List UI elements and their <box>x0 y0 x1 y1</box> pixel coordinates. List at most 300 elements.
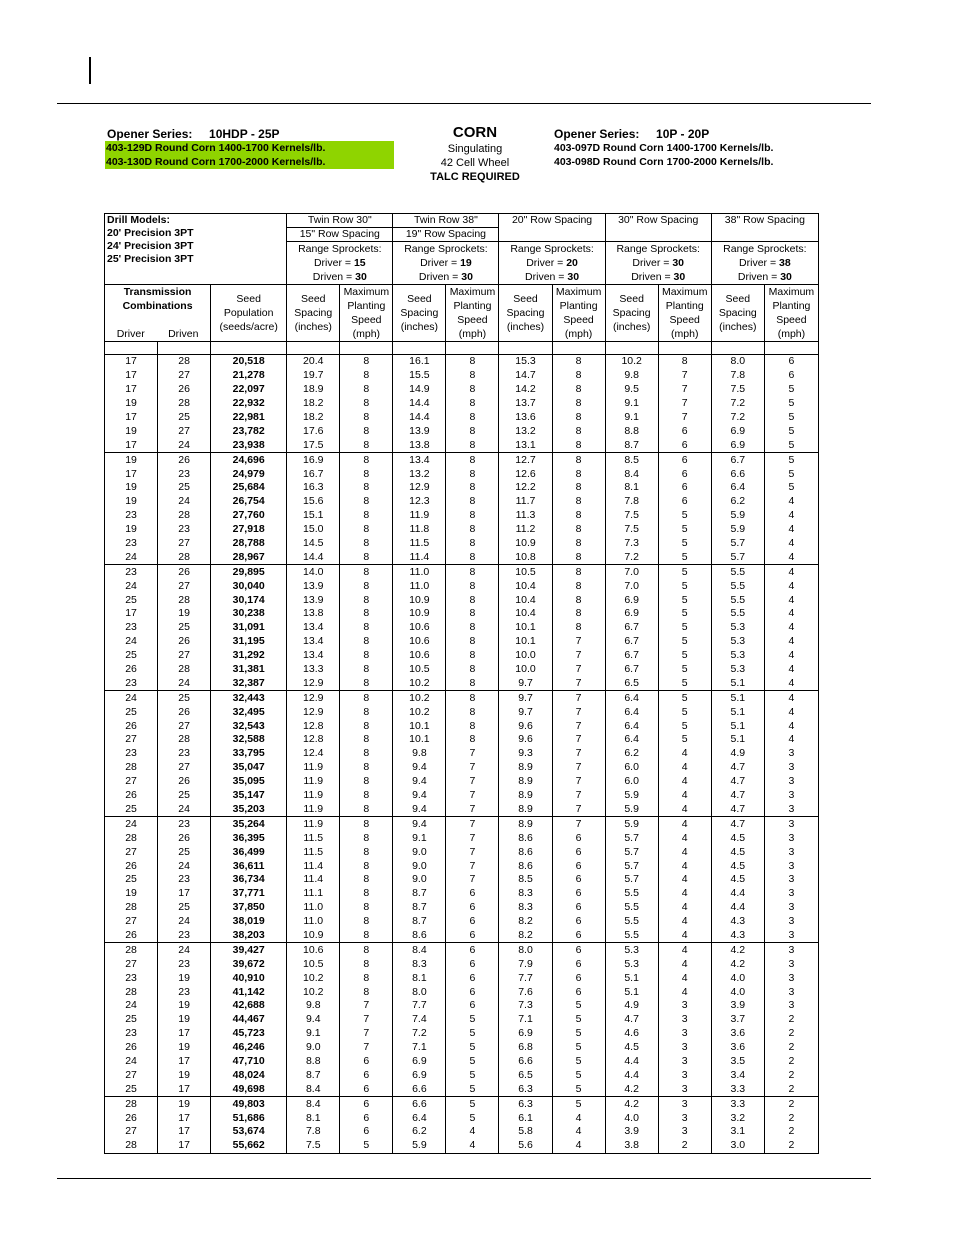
table-cell: 11.8 <box>393 523 446 537</box>
crop-title: CORN <box>452 124 498 141</box>
table-cell: 5 <box>764 424 818 438</box>
table-cell: 3.4 <box>711 1068 764 1082</box>
table-cell: 3 <box>764 789 818 803</box>
table-cell: 15.0 <box>287 523 340 537</box>
table-cell: 5 <box>658 663 711 677</box>
table-cell: 8 <box>340 565 393 579</box>
table-cell: 8.4 <box>605 467 658 481</box>
table-row <box>105 915 819 929</box>
table-cell: 6.4 <box>711 481 764 495</box>
table-row <box>105 1041 819 1055</box>
table-cell: 8 <box>340 438 393 452</box>
table-cell: 12.6 <box>499 467 552 481</box>
table-cell: 8 <box>552 481 605 495</box>
table-cell: 5 <box>658 607 711 621</box>
table-cell: 7 <box>340 1027 393 1041</box>
table-row <box>105 873 819 887</box>
table-cell: 2 <box>764 1055 818 1069</box>
group-subtitle: 19" Row Spacing <box>393 228 499 242</box>
table-cell: 6.9 <box>393 1055 446 1069</box>
table-cell: 5 <box>552 1027 605 1041</box>
table-cell: 3 <box>658 1082 711 1096</box>
table-cell: 31,292 <box>211 649 287 663</box>
table-cell: 7 <box>552 733 605 747</box>
table-cell: 3 <box>658 1055 711 1069</box>
table-cell: 3 <box>764 943 818 957</box>
table-cell: 12.4 <box>287 747 340 761</box>
seed-population-header: Seed Population (seeds/acre) <box>211 285 287 342</box>
table-cell: 23 <box>105 537 158 551</box>
table-cell: 19 <box>158 1068 211 1082</box>
table-cell: 9.5 <box>605 383 658 397</box>
table-cell: 36,611 <box>211 859 287 873</box>
top-rule <box>57 103 871 104</box>
table-cell: 6 <box>340 1111 393 1125</box>
table-cell: 23 <box>158 817 211 831</box>
table-cell: 26 <box>105 719 158 733</box>
table-cell: 4.7 <box>711 775 764 789</box>
max-speed-header: Maximum Planting Speed (mph) <box>764 285 818 342</box>
table-cell: 8 <box>446 355 499 369</box>
table-cell: 17 <box>105 383 158 397</box>
table-cell: 10.6 <box>393 649 446 663</box>
table-cell: 19 <box>158 1041 211 1055</box>
table-cell: 6.7 <box>711 453 764 467</box>
table-cell: 7.7 <box>499 971 552 985</box>
table-cell: 28 <box>158 509 211 523</box>
table-cell: 23 <box>158 523 211 537</box>
table-cell: 31,195 <box>211 635 287 649</box>
table-cell: 15.3 <box>499 355 552 369</box>
table-cell: 23 <box>105 1027 158 1041</box>
table-cell: 8.8 <box>287 1055 340 1069</box>
table-cell: 24 <box>105 550 158 564</box>
drill-model-3: 25' Precision 3PT <box>107 253 194 265</box>
table-cell: 8.1 <box>287 1111 340 1125</box>
table-cell: 8.7 <box>393 887 446 901</box>
table-cell: 8 <box>340 676 393 690</box>
table-cell: 32,387 <box>211 676 287 690</box>
table-cell: 9.1 <box>605 397 658 411</box>
table-cell: 5.1 <box>711 691 764 705</box>
left-series-value: 10HDP - 25P <box>209 127 280 141</box>
table-cell: 9.0 <box>287 1041 340 1055</box>
table-cell: 8.8 <box>605 424 658 438</box>
table-cell: 4.4 <box>711 901 764 915</box>
table-cell: 6.8 <box>499 1041 552 1055</box>
table-cell: 14.9 <box>393 383 446 397</box>
table-cell: 9.6 <box>499 733 552 747</box>
table-cell: 6 <box>552 845 605 859</box>
table-cell: 41,142 <box>211 985 287 999</box>
table-cell: 28 <box>158 355 211 369</box>
table-cell: 19 <box>105 481 158 495</box>
table-cell: 8.5 <box>499 873 552 887</box>
table-cell: 4 <box>764 495 818 509</box>
table-cell: 7.8 <box>605 495 658 509</box>
drill-model-2: 24' Precision 3PT <box>107 240 194 252</box>
table-cell: 11.0 <box>287 901 340 915</box>
table-cell: 23 <box>158 873 211 887</box>
table-cell: 25 <box>158 901 211 915</box>
table-cell: 7 <box>446 873 499 887</box>
table-cell: 6.1 <box>499 1111 552 1125</box>
table-cell: 35,264 <box>211 817 287 831</box>
table-cell: 6.4 <box>605 719 658 733</box>
table-row <box>105 495 819 509</box>
table-cell: 7 <box>446 761 499 775</box>
left-opener-header <box>105 127 394 169</box>
table-cell: 3 <box>658 1111 711 1125</box>
table-cell: 6.4 <box>605 691 658 705</box>
table-cell: 4 <box>658 859 711 873</box>
table-cell: 5.1 <box>605 985 658 999</box>
table-cell: 24,696 <box>211 453 287 467</box>
table-cell: 11.4 <box>393 550 446 564</box>
table-cell: 4 <box>764 523 818 537</box>
table-cell: 19 <box>105 887 158 901</box>
table-cell: 6.6 <box>393 1097 446 1111</box>
table-cell: 8 <box>552 467 605 481</box>
table-cell: 4.5 <box>605 1041 658 1055</box>
table-cell: 3.0 <box>711 1139 764 1153</box>
table-cell: 8.4 <box>287 1097 340 1111</box>
table-cell: 5.5 <box>605 887 658 901</box>
table-cell: 7 <box>446 789 499 803</box>
table-cell: 8 <box>340 943 393 957</box>
table-cell: 13.7 <box>499 397 552 411</box>
table-cell: 5 <box>658 676 711 690</box>
table-cell: 9.4 <box>393 817 446 831</box>
table-cell: 8.1 <box>393 971 446 985</box>
table-cell: 6.3 <box>499 1097 552 1111</box>
table-cell: 7 <box>446 831 499 845</box>
table-cell: 17.6 <box>287 424 340 438</box>
table-cell: 8 <box>446 523 499 537</box>
table-cell: 8.3 <box>499 887 552 901</box>
table-cell: 2 <box>764 1139 818 1153</box>
group-title: 38" Row Spacing <box>711 214 818 242</box>
table-cell: 8.7 <box>287 1068 340 1082</box>
table-cell: 3.5 <box>711 1055 764 1069</box>
table-cell: 8 <box>446 663 499 677</box>
table-row <box>105 663 819 677</box>
table-cell: 5.5 <box>605 929 658 943</box>
table-cell: 35,047 <box>211 761 287 775</box>
table-cell: 14.4 <box>393 411 446 425</box>
table-cell: 3 <box>658 1125 711 1139</box>
table-cell: 7 <box>552 649 605 663</box>
table-cell: 7 <box>552 691 605 705</box>
table-cell: 7 <box>552 663 605 677</box>
table-cell: 8 <box>552 565 605 579</box>
table-cell: 3.1 <box>711 1125 764 1139</box>
table-cell: 4 <box>658 775 711 789</box>
table-cell: 24 <box>158 943 211 957</box>
table-cell: 8 <box>340 901 393 915</box>
seed-spacing-header: Seed Spacing (inches) <box>711 285 764 342</box>
table-cell: 26 <box>105 859 158 873</box>
table-row <box>105 971 819 985</box>
table-cell: 9.1 <box>605 411 658 425</box>
table-cell: 4 <box>552 1125 605 1139</box>
table-cell: 10.2 <box>287 985 340 999</box>
table-cell: 8 <box>340 733 393 747</box>
table-cell: 4 <box>764 705 818 719</box>
table-cell: 12.3 <box>393 495 446 509</box>
table-cell: 35,147 <box>211 789 287 803</box>
table-cell: 6 <box>552 971 605 985</box>
table-row <box>105 957 819 971</box>
table-cell: 38,203 <box>211 929 287 943</box>
table-cell: 11.9 <box>287 817 340 831</box>
table-cell: 5.9 <box>393 1139 446 1153</box>
table-cell: 39,427 <box>211 943 287 957</box>
right-seed-plate-1: 403-097D Round Corn 1400-1700 Kernels/lb. <box>554 142 774 154</box>
table-cell: 4 <box>552 1139 605 1153</box>
table-cell: 5.6 <box>499 1139 552 1153</box>
table-row <box>105 901 819 915</box>
table-cell: 8 <box>340 424 393 438</box>
table-row <box>105 1055 819 1069</box>
table-cell: 10.1 <box>393 733 446 747</box>
table-cell: 7 <box>552 817 605 831</box>
table-cell: 8 <box>446 635 499 649</box>
table-cell: 24 <box>158 915 211 929</box>
table-row <box>105 999 819 1013</box>
max-speed-header: Maximum Planting Speed (mph) <box>446 285 499 342</box>
table-cell: 16.9 <box>287 453 340 467</box>
table-row <box>105 1111 819 1125</box>
table-cell: 4 <box>658 985 711 999</box>
table-cell: 10.6 <box>287 943 340 957</box>
table-cell: 17.5 <box>287 438 340 452</box>
crop-wheel: 42 Cell Wheel <box>440 157 510 169</box>
table-cell: 8 <box>446 691 499 705</box>
table-cell: 5 <box>658 649 711 663</box>
table-cell: 4.5 <box>711 859 764 873</box>
table-cell: 4 <box>658 901 711 915</box>
table-cell: 8 <box>446 509 499 523</box>
table-cell: 5.1 <box>605 971 658 985</box>
table-cell: 5.1 <box>711 705 764 719</box>
drill-model-1: 20' Precision 3PT <box>107 227 194 239</box>
table-cell: 10.2 <box>287 971 340 985</box>
table-cell: 8.5 <box>605 453 658 467</box>
table-cell: 4.0 <box>711 971 764 985</box>
table-cell: 6 <box>446 957 499 971</box>
table-cell: 5.3 <box>605 957 658 971</box>
table-row <box>105 438 819 452</box>
table-cell: 8 <box>552 523 605 537</box>
table-cell: 7.3 <box>605 537 658 551</box>
max-speed-header: Maximum Planting Speed (mph) <box>552 285 605 342</box>
table-cell: 5.5 <box>605 915 658 929</box>
table-cell: 19 <box>158 999 211 1013</box>
table-cell: 8 <box>552 537 605 551</box>
table-cell: 8.7 <box>393 915 446 929</box>
table-cell: 8.2 <box>499 915 552 929</box>
table-cell: 5 <box>552 999 605 1013</box>
crop-meter-type: Singulating <box>447 143 503 155</box>
table-cell: 17 <box>105 438 158 452</box>
table-row <box>105 831 819 845</box>
table-cell: 10.9 <box>499 537 552 551</box>
table-cell: 3 <box>764 929 818 943</box>
table-cell: 9.4 <box>287 1013 340 1027</box>
driven-header: Driven <box>168 328 199 340</box>
table-cell: 27 <box>158 761 211 775</box>
table-cell: 19 <box>158 1097 211 1111</box>
table-cell: 4 <box>764 607 818 621</box>
table-row <box>105 565 819 579</box>
table-cell: 16.3 <box>287 481 340 495</box>
table-cell: 8 <box>340 579 393 593</box>
table-cell: 6.9 <box>499 1027 552 1041</box>
table-row <box>105 523 819 537</box>
table-cell: 8 <box>340 607 393 621</box>
table-cell: 25 <box>105 803 158 817</box>
table-cell: 35,095 <box>211 775 287 789</box>
table-cell: 26 <box>105 663 158 677</box>
table-cell: 25 <box>105 1082 158 1096</box>
table-cell: 3 <box>764 957 818 971</box>
table-cell: 6.6 <box>499 1055 552 1069</box>
table-cell: 40,910 <box>211 971 287 985</box>
table-cell: 6.3 <box>499 1082 552 1096</box>
table-cell: 25 <box>158 621 211 635</box>
table-cell: 6 <box>552 943 605 957</box>
table-cell: 10.4 <box>499 579 552 593</box>
table-cell: 8 <box>552 495 605 509</box>
table-cell: 23 <box>158 957 211 971</box>
table-cell: 6 <box>446 985 499 999</box>
table-cell: 30,040 <box>211 579 287 593</box>
table-cell: 10.5 <box>499 565 552 579</box>
table-cell: 10.0 <box>499 663 552 677</box>
table-cell: 23 <box>105 509 158 523</box>
table-cell: 24 <box>105 1055 158 1069</box>
table-cell: 7.0 <box>605 565 658 579</box>
table-cell: 49,803 <box>211 1097 287 1111</box>
table-cell: 25 <box>158 691 211 705</box>
table-cell: 5.9 <box>605 817 658 831</box>
table-cell: 4.9 <box>711 747 764 761</box>
table-cell: 3 <box>764 747 818 761</box>
table-cell: 5 <box>552 1082 605 1096</box>
table-cell: 8 <box>340 915 393 929</box>
table-cell: 8 <box>340 550 393 564</box>
table-cell: 6 <box>658 495 711 509</box>
table-cell: 7 <box>552 635 605 649</box>
table-cell: 10.9 <box>287 929 340 943</box>
table-cell: 25 <box>158 845 211 859</box>
group-title: Twin Row 30" <box>287 214 393 228</box>
table-cell: 13.6 <box>499 411 552 425</box>
table-cell: 5 <box>446 1068 499 1082</box>
table-cell: 5 <box>446 1013 499 1027</box>
table-cell: 6.7 <box>605 635 658 649</box>
table-cell: 25 <box>105 705 158 719</box>
table-cell: 9.3 <box>499 747 552 761</box>
table-cell: 23,782 <box>211 424 287 438</box>
table-row <box>105 481 819 495</box>
table-cell: 33,795 <box>211 747 287 761</box>
table-cell: 23 <box>105 565 158 579</box>
table-cell: 6 <box>340 1068 393 1082</box>
table-cell: 7 <box>552 676 605 690</box>
table-row <box>105 411 819 425</box>
table-cell: 4 <box>658 957 711 971</box>
table-cell: 18.9 <box>287 383 340 397</box>
table-cell: 19 <box>158 1013 211 1027</box>
table-cell: 23,938 <box>211 438 287 452</box>
table-cell: 4 <box>446 1139 499 1153</box>
table-cell: 13.4 <box>287 635 340 649</box>
table-cell: 3 <box>658 999 711 1013</box>
table-cell: 4.2 <box>605 1082 658 1096</box>
table-cell: 26 <box>158 635 211 649</box>
table-cell: 9.4 <box>393 761 446 775</box>
table-cell: 10.1 <box>393 719 446 733</box>
table-cell: 17 <box>105 467 158 481</box>
table-cell: 6.9 <box>605 593 658 607</box>
table-cell: 5 <box>658 579 711 593</box>
table-cell: 10.5 <box>393 663 446 677</box>
table-cell: 24 <box>158 495 211 509</box>
table-cell: 8.7 <box>605 438 658 452</box>
table-cell: 5 <box>658 621 711 635</box>
table-cell: 7.2 <box>605 550 658 564</box>
table-cell: 5.1 <box>711 719 764 733</box>
table-cell: 3 <box>764 985 818 999</box>
group-sprockets: Range Sprockets: Driver = 20 Driven = 30 <box>499 242 605 285</box>
table-cell: 11.4 <box>287 873 340 887</box>
table-cell: 8 <box>552 621 605 635</box>
table-cell: 19 <box>158 971 211 985</box>
table-cell: 7 <box>340 999 393 1013</box>
table-cell: 4 <box>764 565 818 579</box>
table-cell: 13.8 <box>287 607 340 621</box>
table-cell: 17 <box>105 607 158 621</box>
table-cell: 3.9 <box>711 999 764 1013</box>
crop-talc-note: TALC REQUIRED <box>430 171 520 183</box>
table-cell: 8 <box>340 621 393 635</box>
table-cell: 8.6 <box>499 831 552 845</box>
table-cell: 7.2 <box>711 397 764 411</box>
table-cell: 48,024 <box>211 1068 287 1082</box>
table-row <box>105 1097 819 1111</box>
table-cell: 12.9 <box>287 705 340 719</box>
header-spacer-row <box>105 342 819 355</box>
table-cell: 24,979 <box>211 467 287 481</box>
right-series-value: 10P - 20P <box>656 127 710 141</box>
table-cell: 51,686 <box>211 1111 287 1125</box>
table-cell: 19 <box>105 397 158 411</box>
table-cell: 4.2 <box>711 957 764 971</box>
table-cell: 13.2 <box>499 424 552 438</box>
table-cell: 11.2 <box>499 523 552 537</box>
table-cell: 3 <box>764 887 818 901</box>
table-cell: 7 <box>658 411 711 425</box>
table-cell: 28 <box>158 733 211 747</box>
table-cell: 6.9 <box>711 424 764 438</box>
table-cell: 10.2 <box>393 691 446 705</box>
table-cell: 32,543 <box>211 719 287 733</box>
table-cell: 44,467 <box>211 1013 287 1027</box>
table-cell: 3.9 <box>605 1125 658 1139</box>
table-cell: 17 <box>158 1027 211 1041</box>
